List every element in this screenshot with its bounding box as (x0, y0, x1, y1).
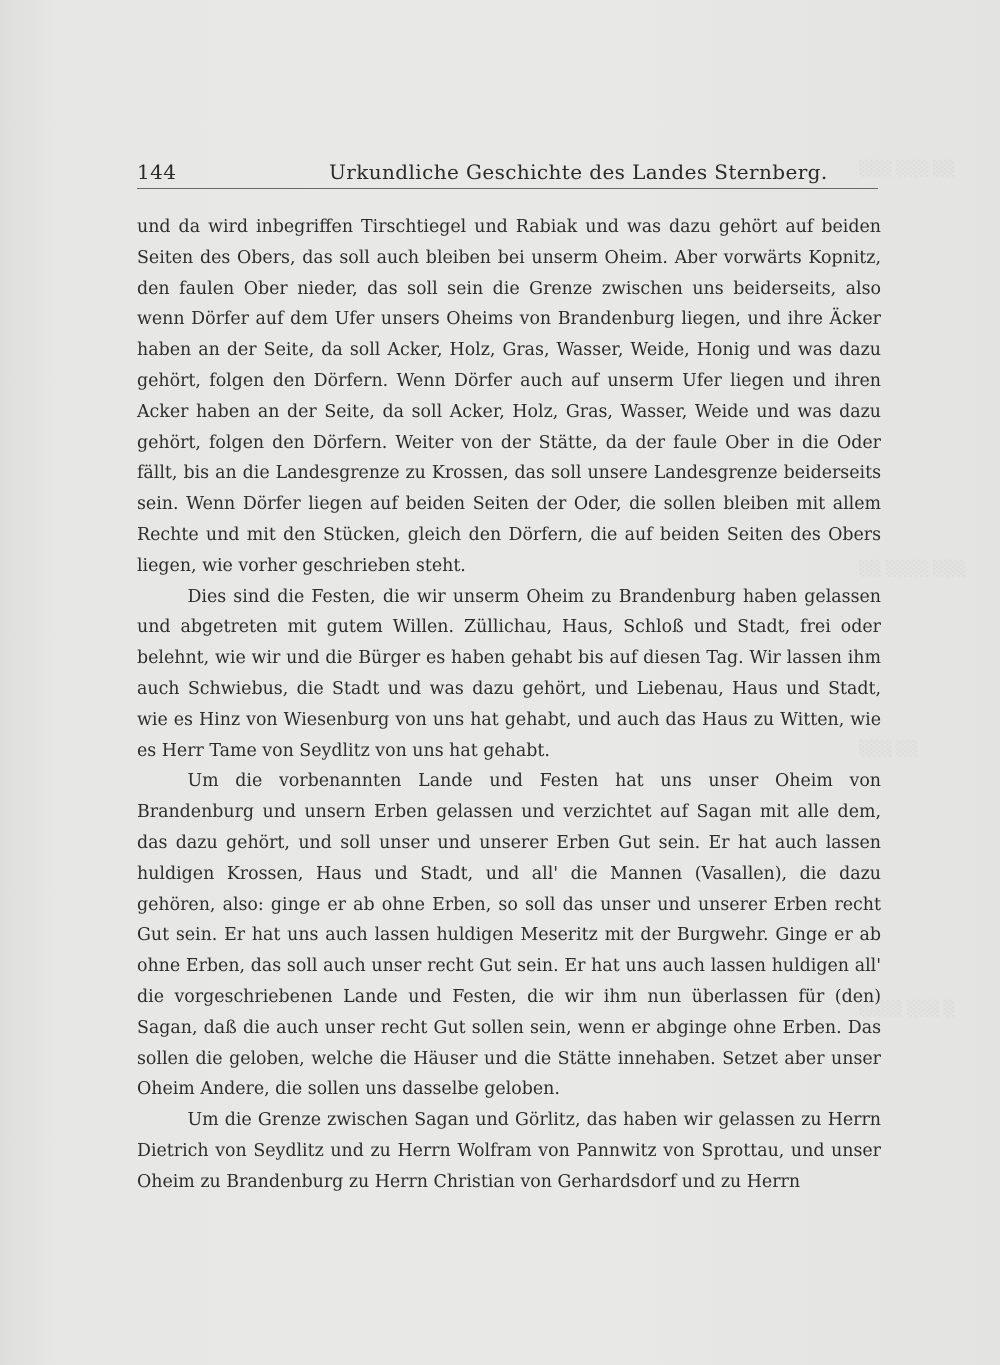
running-head: Urkundliche Geschichte des Landes Sternberg. (329, 160, 828, 184)
paragraph: Dies sind die Festen, die wir unserm Oheim zu Brandenburg haben gelassen und abgetreten mit gutem Willen. Züllichau, Haus, Schloß und Stadt, frei oder belehnt, wie wir und die Bürger es haben gehabt bis auf diesen Tag. Wir lassen ihm auch Schwiebus, die Stadt und was dazu gehört, und Liebenau, Haus und Stadt, wie es Hinz von Wiesenburg von uns hat gehabt, und auch das Haus zu Witten, wie es Herr Tame von Seydlitz von uns hat gehabt. (137, 586, 881, 761)
body-text (137, 212, 881, 1198)
paragraph: Um die vorbenannten Lande und Festen hat uns unser Oheim von Brandenburg und unsern Erben gelassen und verzichtet auf Sagan mit alle dem, das dazu gehört, und soll unser und unserer Erben Gut sein. Er hat auch lassen huldigen Krossen, Haus und Stadt, und all' die Mannen (Vasallen), die dazu gehören, also: ginge er ab ohne Erben, so soll das unser und unserer Erben recht Gut sein. Er hat uns auch lassen huldigen Meseritz mit der Burgwehr. Ginge er ab ohne Erben, das soll auch unser recht Gut sein. Er hat uns auch lassen huldigen all' die vorgeschriebenen Lande und Festen, die wir ihm nun überlassen für (den) Sagan, daß die auch unser recht Gut sollen sein, wenn er abginge ohne Erben. Das sollen die geloben, welche die Häuser und die Stätte innehaben. Setzet aber unser Oheim Andere, die sollen uns dasselbe geloben. (137, 771, 881, 1100)
bleed-through-mark: ░░░░ ░░░ ░ (860, 1001, 956, 1017)
paragraph: Um die Grenze zwischen Sagan und Görlitz, das haben wir gelassen zu Herrn Dietrich von Seydlitz und zu Herrn Wolfram von Pannwitz von Sprottau, und unser Oheim zu Brandenburg zu Herrn Christian von Gerhardsdorf und zu Herrn (137, 1110, 881, 1192)
page-number: 144 (137, 160, 177, 184)
paragraph: und da wird inbegriffen Tirschtiegel und Rabiak und was dazu gehört auf beiden Seiten des Obers, das soll auch bleiben bei unserm Oheim. Aber vorwärts Kopnitz, den faulen Ober nieder, das soll sein die Grenze zwischen uns beiderseits, also wenn Dörfer auf dem Ufer unsers Oheims von Brandenburg liegen, und ihre Äcker haben an der Seite, da soll Acker, Holz, Gras, Wasser, Weide, Honig und was dazu gehört, folgen den Dörfern. Wenn Dörfer auch auf unserm Ufer liegen und ihren Acker haben an der Seite, da soll Acker, Holz, Gras, Wasser, Weide und was dazu gehört, folgen den Dörfern. Weiter von der Stätte, da der faule Ober in die Oder fällt, bis an die Landesgrenze zu Krossen, das soll unsere Landesgrenze beiderseits sein. Wenn Dörfer liegen auf beiden Seiten der Oder, die sollen bleiben mit allem Rechte und mit den Stücken, gleich den Dörfern, die auf beiden Seiten des Obers liegen, wie vorher geschrieben steht. (137, 217, 881, 576)
bleed-through-mark: ░░░ ░░░ ░░ (860, 161, 956, 177)
bleed-through-mark: ░░░ ░░ (860, 741, 919, 757)
header-rule (137, 188, 878, 189)
page-header (137, 150, 878, 190)
bleed-through-mark: ░░ ░░░░ ░░░ (860, 561, 966, 577)
